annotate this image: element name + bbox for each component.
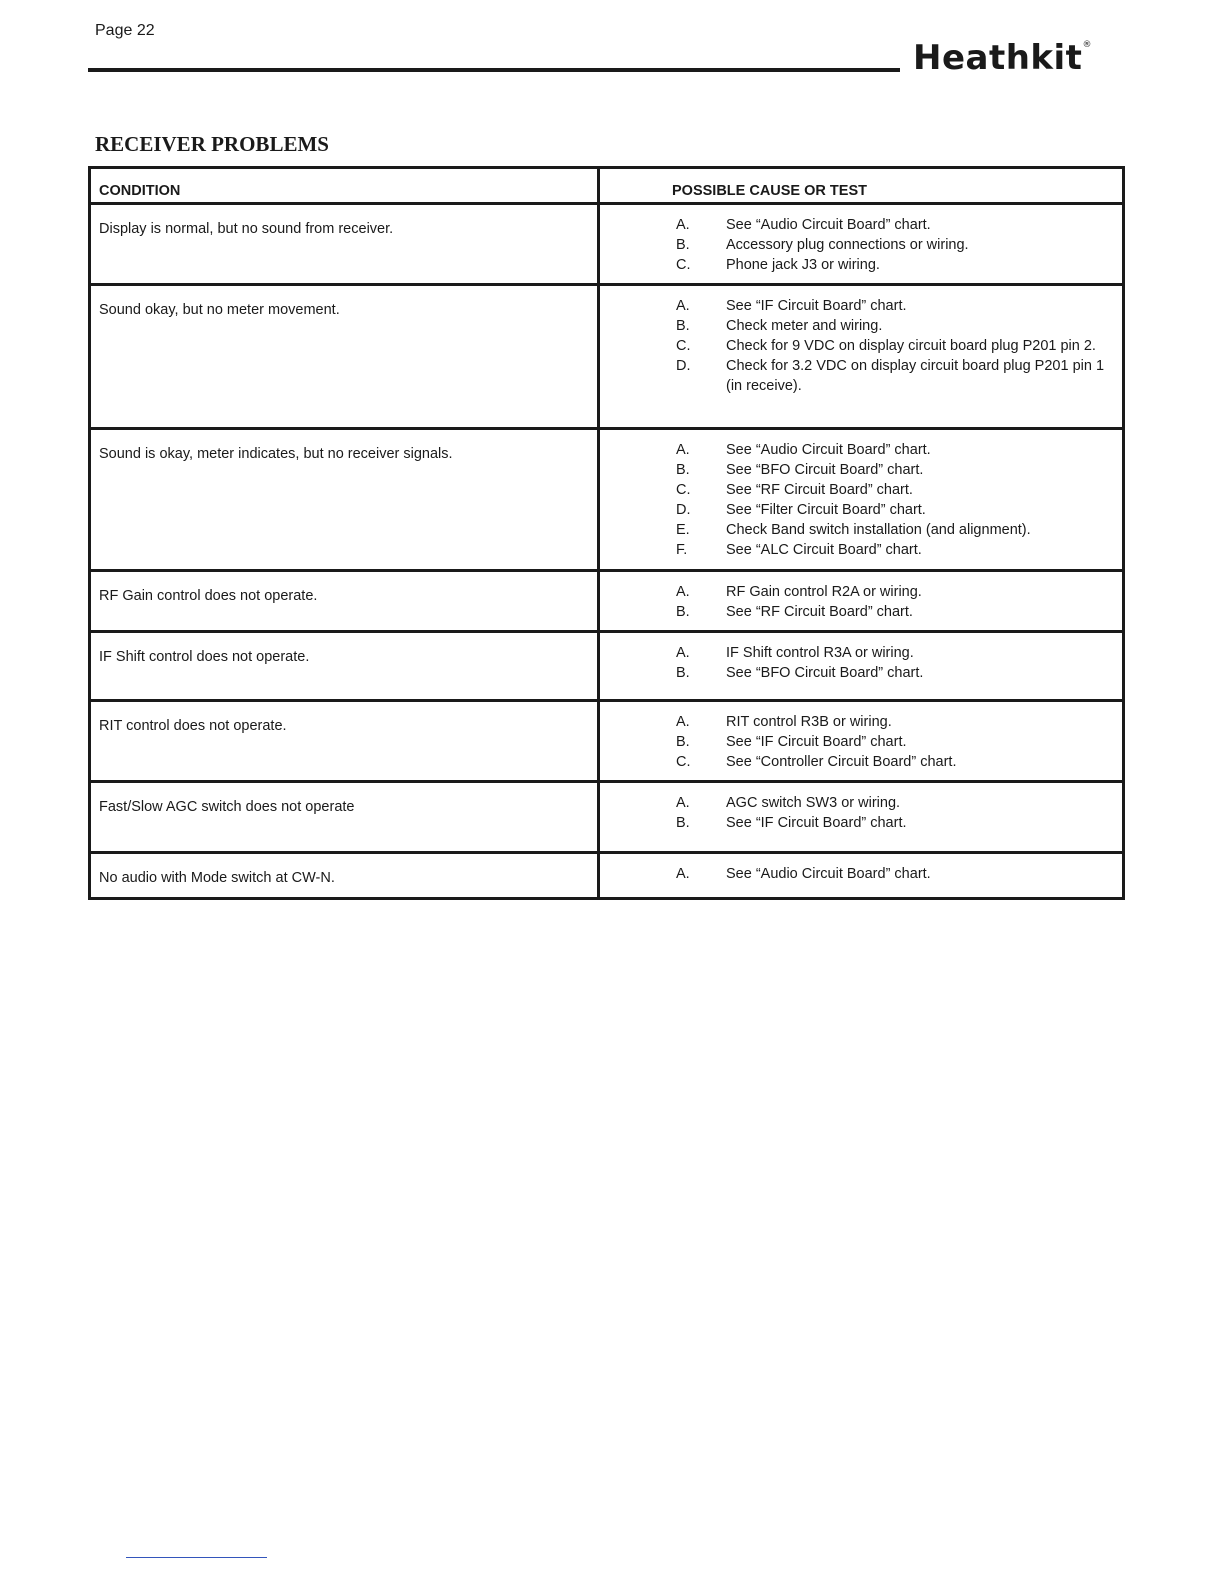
cause-item	[610, 712, 1110, 732]
cause-letter: A.	[676, 645, 690, 661]
cause-header: POSSIBLE CAUSE OR TEST	[599, 168, 1124, 204]
cause-text: See “BFO Circuit Board” chart.	[726, 665, 924, 681]
table-row	[90, 429, 1124, 571]
condition-cell: IF Shift control does not operate.	[90, 632, 599, 701]
cause-item	[610, 663, 1110, 683]
cause-item	[610, 316, 1110, 336]
condition-cell: Display is normal, but no sound from receiver.	[90, 204, 599, 285]
cause-list	[610, 215, 1110, 275]
cause-text: Accessory plug connections or wiring.	[726, 237, 969, 253]
cause-letter: E.	[676, 522, 690, 538]
cause-item	[610, 460, 1110, 480]
cause-cell	[599, 429, 1124, 571]
cause-text: See “BFO Circuit Board” chart.	[726, 462, 924, 478]
cause-cell	[599, 701, 1124, 782]
receiver-problems-table	[88, 166, 1125, 900]
cause-letter: B.	[676, 318, 690, 334]
cause-letter: B.	[676, 734, 690, 750]
cause-item	[610, 752, 1110, 772]
table-header-row	[90, 168, 1124, 204]
cause-list	[610, 582, 1110, 622]
cause-item	[610, 582, 1110, 602]
cause-text: RIT control R3B or wiring.	[726, 714, 892, 730]
cause-text: Phone jack J3 or wiring.	[726, 257, 880, 273]
cause-text: See “Audio Circuit Board” chart.	[726, 217, 931, 233]
cause-list	[610, 712, 1110, 772]
cause-item	[610, 732, 1110, 752]
cause-list	[610, 793, 1110, 833]
cause-item	[610, 480, 1110, 500]
cause-text: RF Gain control R2A or wiring.	[726, 584, 922, 600]
cause-letter: A.	[676, 298, 690, 314]
table-row	[90, 204, 1124, 285]
cause-text: Check for 3.2 VDC on display circuit board plug P201 pin 1 (in receive).	[726, 358, 1105, 394]
cause-item	[610, 500, 1110, 520]
cause-text: See “IF Circuit Board” chart.	[726, 734, 907, 750]
table-row	[90, 853, 1124, 899]
cause-cell	[599, 204, 1124, 285]
page-number: Page 22	[95, 22, 155, 39]
cause-item	[610, 520, 1110, 540]
cause-item	[610, 602, 1110, 622]
cause-item	[610, 440, 1110, 460]
cause-letter: A.	[676, 584, 690, 600]
cause-item	[610, 793, 1110, 813]
cause-text: AGC switch SW3 or wiring.	[726, 795, 901, 811]
cause-letter: D.	[676, 502, 691, 518]
table-body	[90, 204, 1124, 899]
cause-text: See “Filter Circuit Board” chart.	[726, 502, 926, 518]
cause-cell	[599, 285, 1124, 429]
cause-letter: C.	[676, 754, 691, 770]
table-row	[90, 571, 1124, 632]
cause-item	[610, 255, 1110, 275]
cause-text: See “Controller Circuit Board” chart.	[726, 754, 957, 770]
cause-letter: A.	[676, 866, 690, 882]
condition-header: CONDITION	[90, 168, 599, 204]
cause-list	[610, 296, 1110, 396]
cause-item	[610, 643, 1110, 663]
cause-cell	[599, 571, 1124, 632]
cause-text: See “ALC Circuit Board” chart.	[726, 542, 922, 558]
cause-item	[610, 864, 1110, 884]
cause-text: Check Band switch installation (and alignment).	[726, 522, 1031, 538]
footer-rule	[126, 1557, 267, 1558]
condition-cell: Fast/Slow AGC switch does not operate	[90, 782, 599, 853]
cause-list	[610, 440, 1110, 560]
condition-cell: No audio with Mode switch at CW-N.	[90, 853, 599, 899]
cause-text: See “IF Circuit Board” chart.	[726, 298, 907, 314]
cause-letter: B.	[676, 665, 690, 681]
cause-list	[610, 643, 1110, 683]
registered-mark: ®	[1082, 40, 1092, 50]
table-row	[90, 285, 1124, 429]
cause-cell	[599, 632, 1124, 701]
cause-item	[610, 215, 1110, 235]
cause-text: See “RF Circuit Board” chart.	[726, 482, 913, 498]
cause-text: See “Audio Circuit Board” chart.	[726, 866, 931, 882]
cause-item	[610, 356, 1110, 396]
condition-cell: Sound okay, but no meter movement.	[90, 285, 599, 429]
cause-text: IF Shift control R3A or wiring.	[726, 645, 914, 661]
cause-letter: A.	[676, 442, 690, 458]
cause-item	[610, 813, 1110, 833]
cause-letter: C.	[676, 338, 691, 354]
brand-logo	[913, 38, 1092, 78]
cause-text: See “Audio Circuit Board” chart.	[726, 442, 931, 458]
cause-letter: B.	[676, 604, 690, 620]
cause-cell	[599, 853, 1124, 899]
table-row	[90, 632, 1124, 701]
cause-cell	[599, 782, 1124, 853]
cause-item	[610, 235, 1110, 255]
condition-cell: RIT control does not operate.	[90, 701, 599, 782]
cause-letter: A.	[676, 714, 690, 730]
cause-letter: C.	[676, 257, 691, 273]
cause-letter: A.	[676, 795, 690, 811]
condition-cell: RF Gain control does not operate.	[90, 571, 599, 632]
cause-text: See “RF Circuit Board” chart.	[726, 604, 913, 620]
cause-letter: B.	[676, 815, 690, 831]
header-rule	[88, 68, 900, 72]
brand-name: Heathkit	[913, 38, 1083, 78]
cause-letter: B.	[676, 237, 690, 253]
cause-letter: C.	[676, 482, 691, 498]
table-row	[90, 782, 1124, 853]
cause-text: Check meter and wiring.	[726, 318, 883, 334]
section-title: RECEIVER PROBLEMS	[95, 132, 329, 156]
cause-item	[610, 336, 1110, 356]
cause-text: Check for 9 VDC on display circuit board plug P201 pin 2.	[726, 338, 1096, 354]
cause-letter: A.	[676, 217, 690, 233]
cause-letter: D.	[676, 358, 691, 374]
cause-item	[610, 296, 1110, 316]
cause-text: See “IF Circuit Board” chart.	[726, 815, 907, 831]
cause-letter: F.	[676, 542, 688, 558]
table-row	[90, 701, 1124, 782]
condition-cell: Sound is okay, meter indicates, but no receiver signals.	[90, 429, 599, 571]
cause-item	[610, 540, 1110, 560]
cause-letter: B.	[676, 462, 690, 478]
cause-list	[610, 864, 1110, 884]
